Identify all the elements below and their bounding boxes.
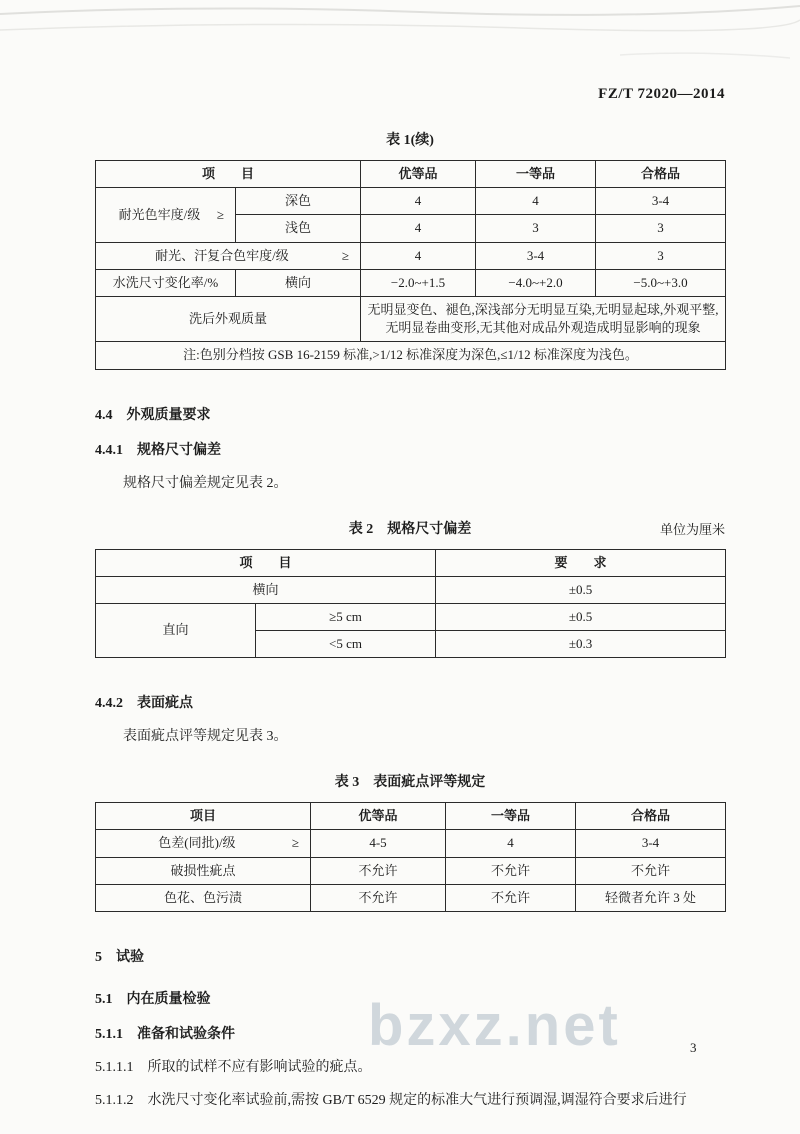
table1-header-row xyxy=(96,161,726,188)
table-header-cell: 一等品 xyxy=(476,161,596,188)
paragraph-4-4-1: 规格尺寸偏差规定见表 2。 xyxy=(123,475,288,491)
table2-unit-label: 单位为厘米 xyxy=(659,521,725,537)
table-cell: 4 xyxy=(446,830,576,857)
table-cell: 深色 xyxy=(236,188,361,215)
gte-symbol: ≥ xyxy=(291,835,299,851)
row-label: 色差(同批)/级 xyxy=(158,835,236,851)
row-label: 耐光、汗复合色牢度/级 xyxy=(155,247,289,263)
gte-symbol: ≥ xyxy=(341,247,350,263)
table-cell xyxy=(96,188,236,242)
table-row xyxy=(96,603,726,630)
table-cell: ±0.5 xyxy=(436,576,726,603)
table-cell: 不允许 xyxy=(311,884,446,911)
table-header-cell: 优等品 xyxy=(311,803,446,830)
table-row xyxy=(96,857,726,884)
table-cell: 3-4 xyxy=(576,830,726,857)
table-cell: ±0.5 xyxy=(436,603,726,630)
table-cell: 轻微者允许 3 处 xyxy=(576,884,726,911)
heading-5: 5 试验 xyxy=(95,950,144,965)
table-cell: 无明显变色、褪色,深浅部分无明显互染,无明显起球,外观平整,无明显卷曲变形,无其他对成品外观造成明显影响的现象 xyxy=(361,296,726,341)
table-cell: 3 xyxy=(596,242,726,269)
paragraph-4-4-2: 表面疵点评等规定见表 3。 xyxy=(123,729,288,745)
table-cell: 3-4 xyxy=(596,188,726,215)
row-label: 直向 xyxy=(96,603,256,657)
table-cell: 浅色 xyxy=(236,215,361,242)
table-row xyxy=(96,576,726,603)
table-cell: 3 xyxy=(596,215,726,242)
table-cell: 4 xyxy=(476,188,596,215)
table-header-cell: 合格品 xyxy=(596,161,726,188)
table-row xyxy=(96,242,726,269)
watermark: bzxz.net xyxy=(368,993,621,1058)
table-note: 注:色别分档按 GSB 16-2159 标准,>1/12 标准深度为深色,≤1/12 标准深度为浅色。 xyxy=(96,342,726,369)
page-number: 3 xyxy=(690,1040,697,1055)
table-cell xyxy=(96,242,361,269)
table-row xyxy=(96,269,726,296)
table-cell: 横向 xyxy=(236,269,361,296)
table2-title xyxy=(95,518,725,538)
table-cell: ±0.3 xyxy=(436,631,726,658)
table2-header-row xyxy=(96,549,726,576)
table-header-cell: 要 求 xyxy=(436,549,726,576)
heading-5-1: 5.1 内在质量检验 xyxy=(95,992,211,1007)
paragraph-5-1-1-1: 5.1.1.1 所取的试样不应有影响试验的疵点。 xyxy=(95,1060,372,1075)
row-label: 水洗尺寸变化率/% xyxy=(96,269,236,296)
table3-title: 表 3 表面疵点评等规定 xyxy=(334,775,486,791)
table-header-cell: 项 目 xyxy=(96,161,361,188)
row-label: 破损性疵点 xyxy=(96,857,311,884)
table-cell: 4 xyxy=(361,215,476,242)
table-cell: −2.0~+1.5 xyxy=(361,269,476,296)
table2 xyxy=(95,549,726,659)
table-header-cell: 一等品 xyxy=(446,803,576,830)
table-note-row xyxy=(96,342,726,369)
table-cell: 不允许 xyxy=(446,884,576,911)
table-cell: −4.0~+2.0 xyxy=(476,269,596,296)
table-cell: <5 cm xyxy=(256,631,436,658)
table-cell: ≥5 cm xyxy=(256,603,436,630)
table3-header-row xyxy=(96,803,726,830)
table2-title-text: 表 2 规格尺寸偏差 xyxy=(348,521,472,537)
heading-4-4: 4.4 外观质量要求 xyxy=(95,407,211,423)
table3 xyxy=(95,802,726,912)
paragraph-5-1-1-2: 5.1.1.2 水洗尺寸变化率试验前,需按 GB/T 6529 规定的标准大气进行预调湿,调湿符合要求后进行 xyxy=(95,1093,687,1108)
row-label: 耐光色牢度/级 xyxy=(118,206,201,222)
table-header-cell: 项目 xyxy=(96,803,311,830)
row-label: 色花、色污渍 xyxy=(96,884,311,911)
table-cell: 不允许 xyxy=(311,857,446,884)
table-cell: 不允许 xyxy=(446,857,576,884)
row-label: 洗后外观质量 xyxy=(96,296,361,341)
doc-number: FZ/T 72020—2014 xyxy=(598,86,725,102)
table-cell: 4 xyxy=(361,242,476,269)
table-cell: −5.0~+3.0 xyxy=(596,269,726,296)
table-header-cell: 合格品 xyxy=(576,803,726,830)
heading-4-4-1: 4.4.1 规格尺寸偏差 xyxy=(95,442,221,458)
table-row xyxy=(96,884,726,911)
heading-5-1-1: 5.1.1 准备和试验条件 xyxy=(95,1027,235,1042)
table-row xyxy=(96,830,726,857)
table-cell xyxy=(96,830,311,857)
table-cell: 3-4 xyxy=(476,242,596,269)
table-cell: 横向 xyxy=(96,576,436,603)
table1-title: 表 1(续) xyxy=(386,133,434,148)
table-cell: 4-5 xyxy=(311,830,446,857)
table-header-cell: 优等品 xyxy=(361,161,476,188)
table-row xyxy=(96,188,726,215)
table1 xyxy=(95,160,726,370)
scan-artifact-lines xyxy=(0,0,800,70)
heading-4-4-2: 4.4.2 表面疵点 xyxy=(95,696,193,712)
table-cell: 4 xyxy=(361,188,476,215)
table-header-cell: 项 目 xyxy=(96,549,436,576)
gte-symbol: ≥ xyxy=(216,206,224,222)
table-cell: 不允许 xyxy=(576,857,726,884)
table-row xyxy=(96,296,726,341)
table-cell: 3 xyxy=(476,215,596,242)
